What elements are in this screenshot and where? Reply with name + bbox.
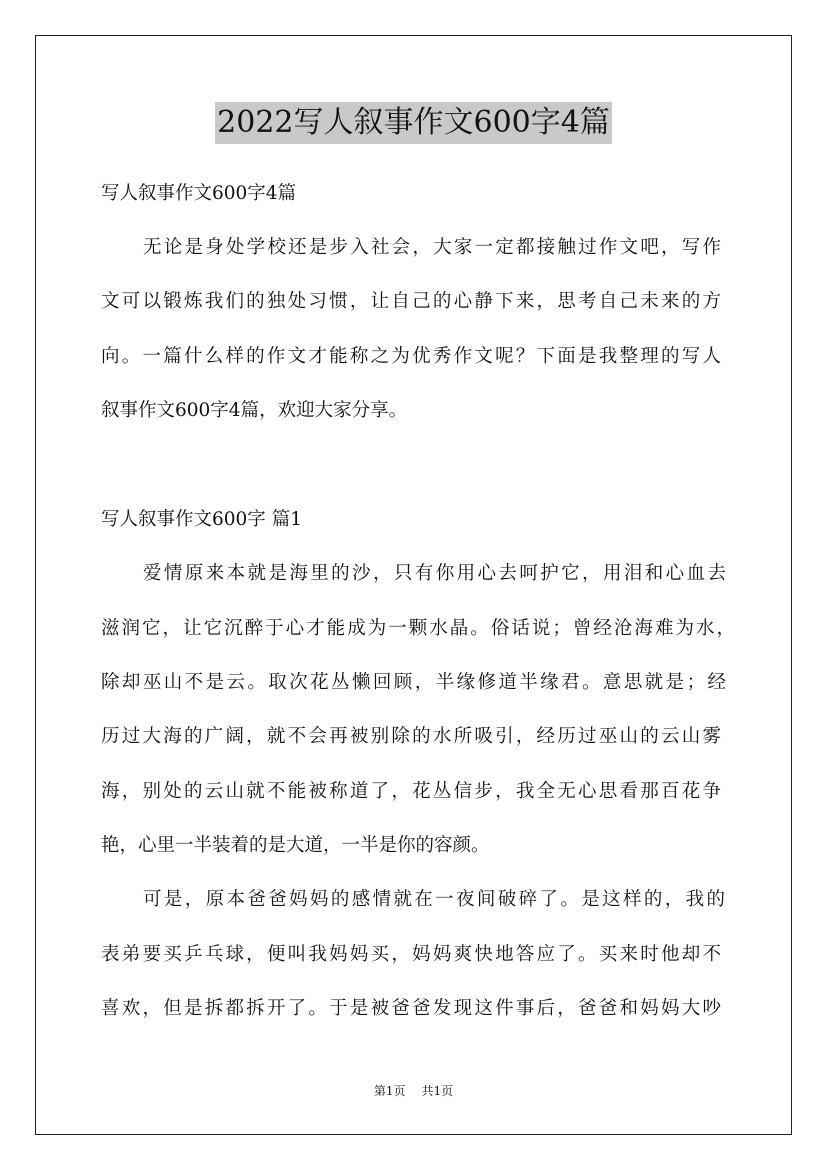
page-footer <box>0 1083 827 1099</box>
page-total: 共1页 <box>421 1084 454 1098</box>
document-subtitle: 写人叙事作文600字4篇 <box>101 183 297 204</box>
intro-line: 无论是身处学校还是步入社会，大家一定都接触过作文吧，写作 <box>143 237 721 258</box>
intro-line: 向。一篇什么样的作文才能称之为优秀作文呢？下面是我整理的写人 <box>101 346 721 367</box>
document-title: 2022写人叙事作文600字4篇 <box>215 102 612 144</box>
title-container <box>0 102 827 144</box>
paragraph-line: 滋润它，让它沉醉于心才能成为一颗水晶。俗话说；曾经沧海难为水， <box>101 618 735 639</box>
page-number: 第1页 <box>373 1084 406 1098</box>
paragraph-line: 可是，原本爸爸妈妈的感情就在一夜间破碎了。是这样的，我的 <box>143 889 725 910</box>
paragraph-line: 除却巫山不是云。取次花丛懒回顾，半缘修道半缘君。意思就是；经 <box>101 672 726 693</box>
intro-line: 文可以锻炼我们的独处习惯，让自己的心静下来，思考自己未来的方 <box>101 291 721 312</box>
paragraph-line: 表弟要买乒乓球，便叫我妈妈买，妈妈爽快地答应了。买来时他却不 <box>101 944 721 965</box>
paragraph-line: 历过大海的广阔，就不会再被别除的水所吸引，经历过巫山的云山雾 <box>101 726 721 747</box>
paragraph-line: 艳，心里一半装着的是大道，一半是你的容颜。 <box>101 835 490 856</box>
paragraph-line: 海，别处的云山就不能被称道了，花丛信步，我全无心思看那百花争 <box>101 781 721 802</box>
section-heading: 写人叙事作文600字 篇1 <box>101 509 302 530</box>
paragraph-line: 喜欢，但是拆都拆开了。于是被爸爸发现这件事后，爸爸和妈妈大吵 <box>101 998 721 1019</box>
paragraph-line: 爱情原来本就是海里的沙，只有你用心去呵护它，用泪和心血去 <box>143 563 726 584</box>
intro-line: 叙事作文600字4篇，欢迎大家分享。 <box>101 400 408 421</box>
